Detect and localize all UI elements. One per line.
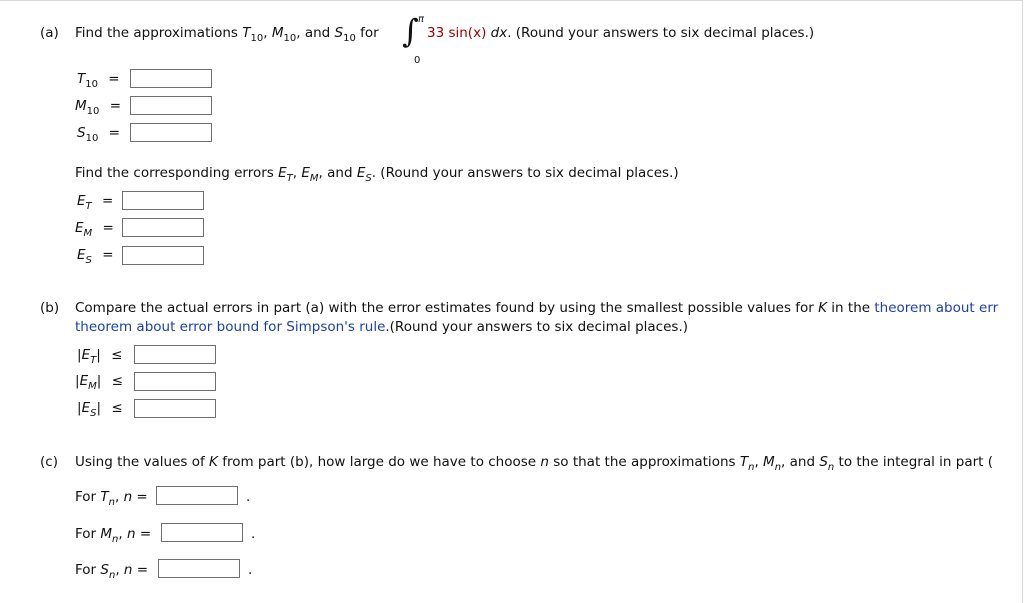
m10-answer-box[interactable] [130, 96, 212, 115]
s10-answer-box[interactable] [130, 123, 212, 142]
m10-input[interactable] [131, 97, 211, 114]
abs-et-input[interactable] [135, 346, 215, 363]
tn-input[interactable] [157, 487, 237, 504]
abs-et-answer-box[interactable] [134, 345, 216, 364]
m10-label: $M_{10}$ = [75, 98, 121, 117]
error-bound-theorem-link[interactable]: theorem about err [874, 300, 999, 316]
abs-es-answer-box[interactable] [134, 399, 216, 418]
s10-input[interactable] [131, 124, 211, 141]
t10-answer-box[interactable] [130, 69, 212, 88]
simpson-theorem-link[interactable]: theorem about error bound for Simpson's rule [75, 319, 386, 335]
em-answer-box[interactable] [122, 218, 204, 237]
integral-lower-limit: 0 [414, 55, 421, 66]
tn-answer-box[interactable] [156, 486, 238, 505]
em-label: $E_M$ = [75, 220, 114, 239]
abs-em-label: $|E_M|$ ≤ [75, 373, 123, 392]
mn-input[interactable] [162, 524, 242, 541]
part-a-question: Find the approximations $T_{10}$, $M_{10}$, and $S_{10}$ for [75, 25, 379, 44]
for-sn-label: For $S_n$, n = [75, 562, 149, 581]
t10-label: $T_{10}$ = [77, 71, 120, 90]
et-label: $E_T$ = [77, 193, 114, 212]
em-input[interactable] [123, 219, 203, 236]
part-b-label: (b) [40, 300, 60, 316]
abs-em-answer-box[interactable] [134, 372, 216, 391]
et-answer-box[interactable] [122, 191, 204, 210]
et-input[interactable] [123, 192, 203, 209]
integral-upper-limit: π [418, 14, 425, 25]
part-b-question-line1: Compare the actual errors in part (a) with the error estimates found by using the smallest possible values for K in the theorem about err [75, 300, 999, 316]
part-c-question: Using the values of K from part (b), how large do we have to choose n so that the approximations $T_n$, $M_n$, and $S_n$ to the integral in part ( [75, 454, 994, 473]
for-tn-label: For $T_n$, n = [75, 489, 148, 508]
abs-es-label: $|E_S|$ ≤ [77, 400, 123, 419]
part-a-label: (a) [40, 25, 59, 41]
for-mn-label: For $M_n$, n = [75, 526, 152, 545]
s10-label: $S_{10}$ = [77, 125, 120, 144]
t10-input[interactable] [131, 70, 211, 87]
abs-et-label: $|E_T|$ ≤ [77, 347, 123, 366]
es-input[interactable] [123, 247, 203, 264]
tn-period: . [246, 489, 251, 505]
integral-sign: ∫ [402, 12, 419, 50]
abs-em-input[interactable] [135, 373, 215, 390]
sn-input[interactable] [159, 560, 239, 577]
mn-period: . [251, 526, 256, 542]
part-c-label: (c) [40, 454, 58, 470]
abs-es-input[interactable] [135, 400, 215, 417]
es-label: $E_S$ = [77, 247, 114, 266]
part-b-question-line2: theorem about error bound for Simpson's rule.(Round your answers to six decimal places.) [75, 319, 689, 335]
errors-question: Find the corresponding errors $E_T$, $E_M$, and $E_S$. (Round your answers to six decimal places.) [75, 165, 679, 184]
es-answer-box[interactable] [122, 246, 204, 265]
integral-expression: 33 sin(x) dx. (Round your answers to six decimal places.) [427, 25, 815, 41]
mn-answer-box[interactable] [161, 523, 243, 542]
sn-answer-box[interactable] [158, 559, 240, 578]
sn-period: . [248, 562, 253, 578]
integrand-coefficient: 33 sin(x) [427, 25, 487, 41]
